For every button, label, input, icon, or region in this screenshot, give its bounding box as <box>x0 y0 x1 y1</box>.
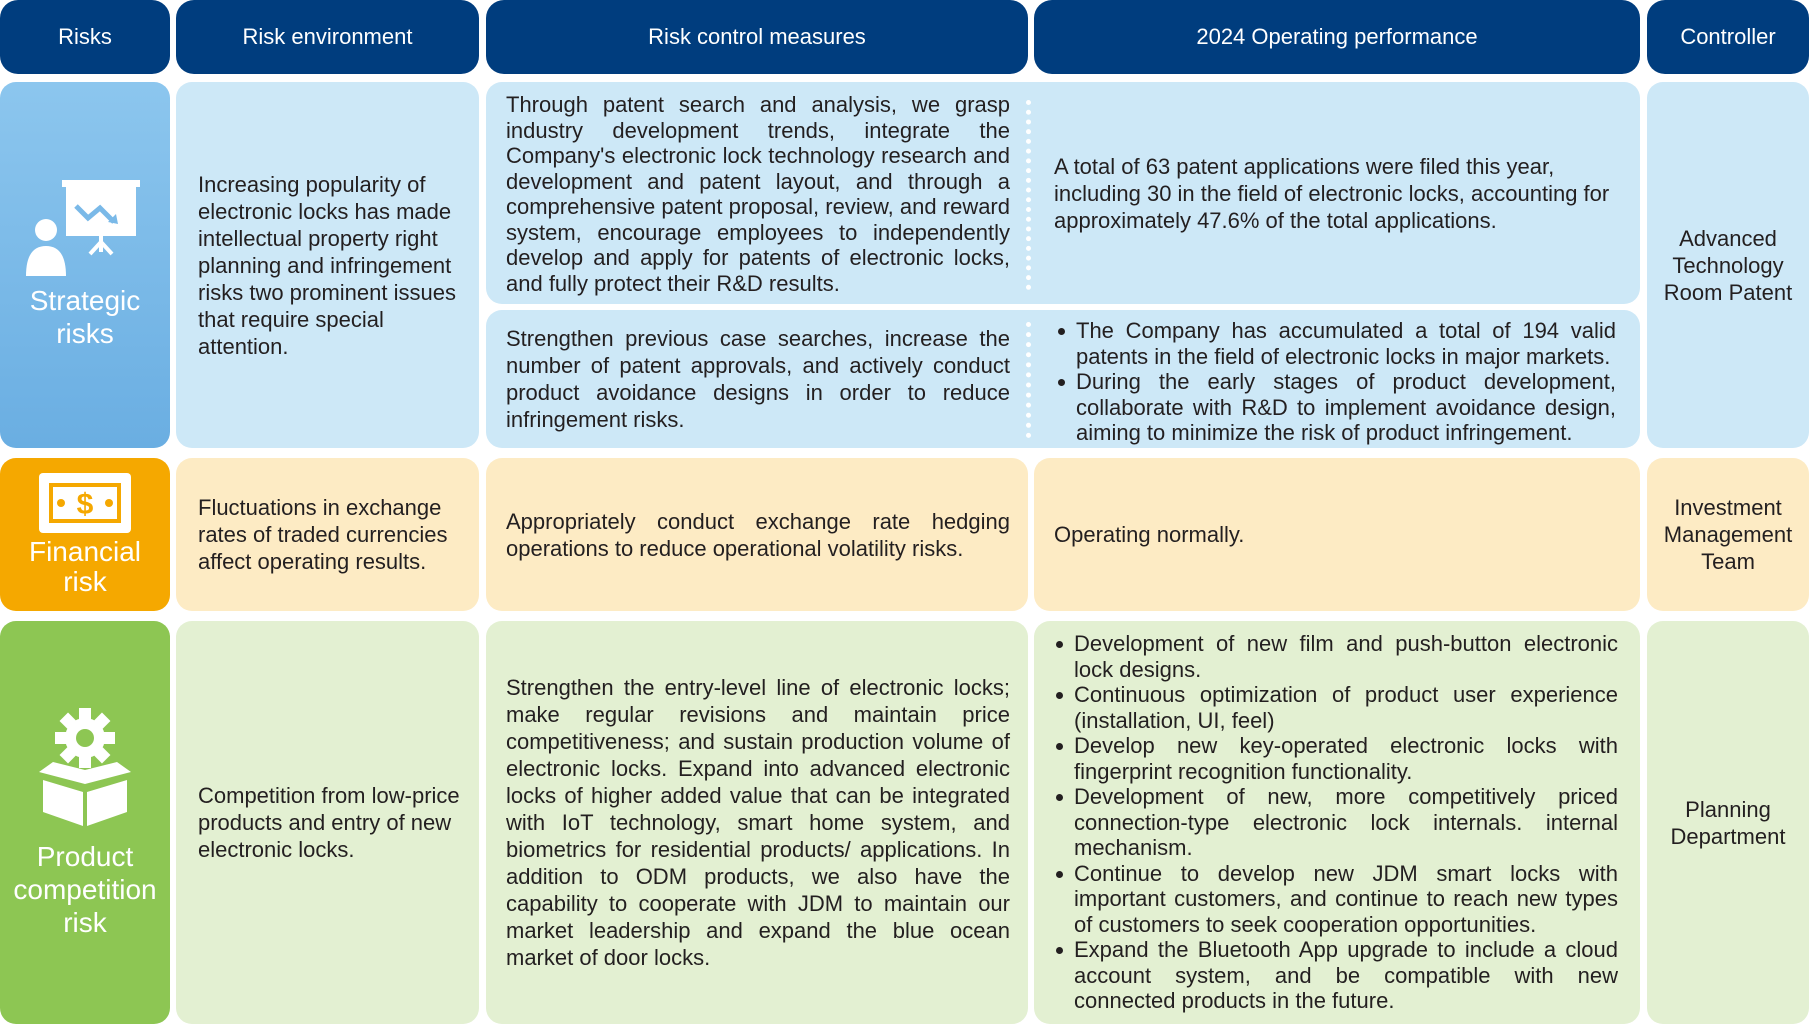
strategic-control-2 <box>506 310 1010 448</box>
list-item: Development of new film and push-button electronic lock designs. <box>1074 631 1618 682</box>
product-performance <box>1034 621 1640 1024</box>
product-controller-text: Planning Department <box>1670 796 1786 849</box>
header-controller: Controller <box>1647 0 1809 74</box>
list-item: Development of new, more competitively priced connection-type electronic lock internals. internal mechanism. <box>1074 784 1618 861</box>
dotted-divider <box>1026 322 1031 438</box>
strategic-performance-1-text: A total of 63 patent applications were filed this year, including 30 in the field of electronic locks, accounting for approximately 47.6% of the total applications. <box>1054 153 1610 233</box>
strategic-performance-2 <box>1056 318 1616 446</box>
strategic-risk-cell <box>0 82 170 448</box>
product-environment <box>176 621 479 1024</box>
product-control <box>486 621 1028 1024</box>
financial-controller-text: Investment Management Team <box>1663 495 1793 574</box>
strategic-performance-1 <box>1054 82 1620 304</box>
dotted-divider <box>1026 100 1031 290</box>
financial-environment <box>176 458 479 611</box>
product-risk-title: Product competition risk <box>13 841 157 938</box>
header-risk-environment: Risk environment <box>176 0 479 74</box>
strategic-controller-text: Advanced Technology Room Patent <box>1663 225 1793 305</box>
gear-box-icon <box>33 706 137 826</box>
currency-symbol: $ <box>76 487 94 521</box>
financial-control-text: Appropriately conduct exchange rate hedging operations to reduce operational volatility risks. <box>506 508 1010 561</box>
financial-controller <box>1647 458 1809 611</box>
list-item: During the early stages of product development, collaborate with R&D to implement avoidance design, aiming to minimize the risk of product infringement. <box>1076 369 1616 445</box>
strategic-environment <box>176 82 479 448</box>
strategic-controller <box>1647 82 1809 448</box>
header-risks: Risks <box>0 0 170 74</box>
strategic-control-2-text: Strengthen previous case searches, increase the number of patent approvals, and actively conduct product avoidance designs in order to reduce infringement risks. <box>506 326 1010 432</box>
header-operating-performance: 2024 Operating performance <box>1034 0 1640 74</box>
financial-control <box>486 458 1028 611</box>
list-item: Expand the Bluetooth App upgrade to include a cloud account system, and be compatible with new connected products in the future. <box>1074 937 1618 1014</box>
financial-risk-title: Financial risk <box>28 535 142 597</box>
strategic-risk-title: Strategic risks <box>29 285 141 349</box>
header-risk-control-measures: Risk control measures <box>486 0 1028 74</box>
financial-performance-text: Operating normally. <box>1054 522 1245 547</box>
product-risk-cell <box>0 621 170 1024</box>
financial-performance <box>1034 458 1640 611</box>
product-control-text: Strengthen the entry-level line of electronic locks; make regular revisions and maintain price competitiveness; and sustain production volume of electronic locks. Expand into advanced electronic locks of higher added value that can be integrated with IoT technology, smart home system, and biometrics for residential products/ applications. In addition to ODM products, we also have the capability to cooperate with JDM to maintain our market leadership and expand the blue ocean market of door locks. <box>506 675 1010 970</box>
strategic-environment-text: Increasing popularity of electronic locks has made intellectual property right planning and infringement risks two prominent issues that require special attention. <box>198 171 456 359</box>
list-item: The Company has accumulated a total of 194 valid patents in the field of electronic locks in major markets. <box>1076 318 1616 369</box>
financial-environment-text: Fluctuations in exchange rates of traded currencies affect operating results. <box>198 495 448 574</box>
list-item: Develop new key-operated electronic locks with fingerprint recognition functionality. <box>1074 733 1618 784</box>
list-item: Continuous optimization of product user experience (installation, UI, feel) <box>1074 682 1618 733</box>
product-controller <box>1647 621 1809 1024</box>
strategic-control-1: Through patent search and analysis, we grasp industry development trends, integrate the Company's electronic lock technology research and development and patent layout, and through a comprehensive patent proposal, review, and reward system, encourage employees to independently develop and apply for patents of electronic locks, and fully protect their R&D results. <box>506 92 1010 296</box>
presentation-person-icon <box>26 180 144 276</box>
product-environment-text: Competition from low-price products and entry of new electronic locks. <box>198 783 460 862</box>
financial-risk-cell <box>0 458 170 611</box>
banknote-dollar-icon <box>39 473 131 533</box>
list-item: Continue to develop new JDM smart locks with important customers, and continue to reach new types of customers to seek cooperation opportunities. <box>1074 860 1618 937</box>
